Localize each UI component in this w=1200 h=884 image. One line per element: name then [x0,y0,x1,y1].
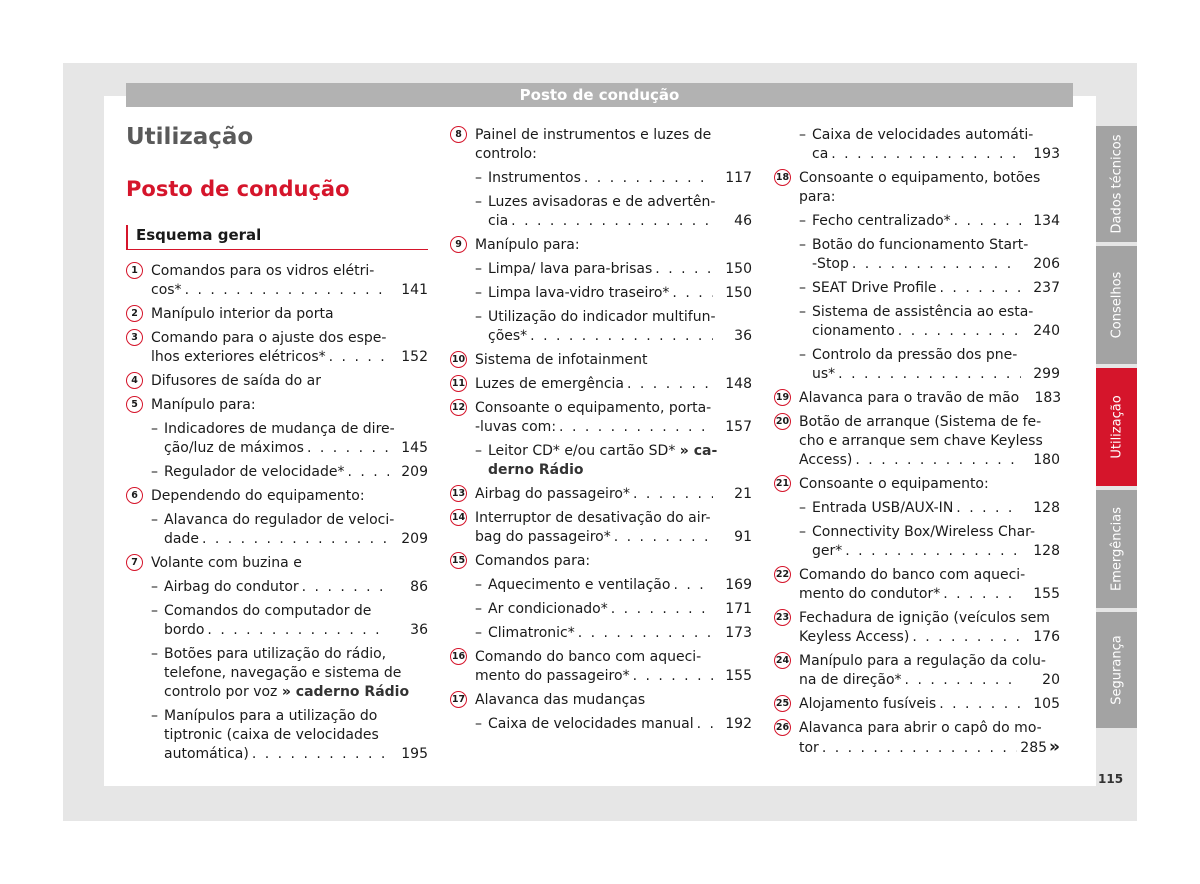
ref-arrow-icon: » [679,443,689,459]
number-badge: 14 [450,509,467,526]
dash: – [799,280,806,296]
number-badge: 10 [450,351,467,368]
cross-reference-link[interactable] [282,684,409,700]
ref-text: ca- [693,443,718,459]
item-text: Utilização do indicador multifun- [488,309,716,325]
item-text: telefone, navegação e sistema de [164,665,402,681]
sub-item [126,645,428,702]
item-text: ções* [488,328,528,344]
number-badge: 7 [126,554,143,571]
item-text: Comando do banco com aqueci- [799,567,1026,583]
item-text: tor [799,740,819,756]
page-ref[interactable]: 173 [725,625,752,641]
sub-item [126,463,428,482]
cross-reference-link[interactable] [680,443,717,459]
item-text: Difusores de saída do ar [151,373,322,389]
list-item [450,552,752,571]
list-item [126,396,428,415]
item-text: cia [488,213,509,229]
item-text: Indicadores de mudança de dire- [164,421,395,437]
dash: – [151,421,158,437]
sub-item [774,346,1060,384]
item-text: Connectivity Box/Wireless Char- [812,524,1036,540]
tab-seguranca[interactable]: Segurança [1096,612,1137,728]
running-header: Posto de condução [126,83,1073,107]
dash: – [799,304,806,320]
item-text: mento do passageiro* [475,668,630,684]
item-text: Manípulo para: [151,397,256,413]
page-ref[interactable]: 150 [725,285,752,301]
dash: – [151,464,158,480]
page-ref[interactable]: 20 [1042,672,1060,688]
item-text: Comandos para os vidros elétri- [151,263,375,279]
section-title: Posto de condução [126,177,350,201]
page-ref[interactable]: 152 [401,349,428,365]
dash: – [475,285,482,301]
page-ref[interactable]: 141 [401,282,428,298]
item-text: bag do passageiro* [475,529,611,545]
list-item [774,169,1060,207]
list-item [774,566,1060,604]
column-3 [774,126,1060,763]
item-text: automática) [164,746,249,762]
item-text: Keyless Access) [799,629,910,645]
continue-arrow-icon: » [1049,737,1060,757]
dash: – [799,524,806,540]
page-ref[interactable]: 150 [725,261,752,277]
ref-text: caderno Rádio [295,684,410,700]
item-text: Regulador de velocidade* [164,464,345,480]
page-ref[interactable]: 134 [1033,213,1060,229]
sub-item [774,212,1060,231]
sub-item [450,600,752,619]
page-ref-number: 285 [1020,740,1048,756]
page-ref[interactable]: 237 [1033,280,1060,296]
item-text: Botão de arranque (Sistema de fe- [799,414,1042,430]
item-text: Manípulos para a utilização do [164,708,378,724]
list-item [126,554,428,573]
item-text: para: [799,189,836,205]
column-2 [450,126,752,739]
item-text: Volante com buzina e [151,555,302,571]
item-text: Comandos do computador de [164,603,372,619]
number-badge: 17 [450,691,467,708]
sub-item [450,284,752,303]
item-text: ção/luz de máximos [164,440,304,456]
list-item [450,509,752,547]
list-item [774,413,1060,470]
item-text: Access) [799,452,853,468]
page-ref[interactable]: 117 [725,170,752,186]
item-text: Fecho centralizado* [812,213,951,229]
page-ref[interactable]: 209 [401,531,428,547]
number-badge: 1 [126,262,143,279]
dash: – [151,579,158,595]
item-text: Manípulo para a regulação da colu- [799,653,1046,669]
number-badge: 3 [126,329,143,346]
tab-dados-tecnicos[interactable]: Dados técnicos [1096,126,1137,242]
item-text: Comando do banco com aqueci- [475,649,702,665]
item-text: mento do condutor* [799,586,941,602]
tab-emergencias[interactable]: Emergências [1096,490,1137,608]
item-text: Sistema de infotainment [475,352,648,368]
number-badge: 15 [450,552,467,569]
item-text: Luzes de emergência [475,376,624,392]
list-item [450,375,752,394]
list-item [774,695,1060,714]
item-text: Ar condicionado* [488,601,608,617]
item-text: cionamento [812,323,895,339]
number-badge: 24 [774,652,791,669]
sub-item [450,169,752,188]
item-text: bordo [164,622,205,638]
number-badge: 25 [774,695,791,712]
number-badge: 8 [450,126,467,143]
sub-item [126,578,428,597]
item-text: Interruptor de desativação do air- [475,510,711,526]
item-text: ca [812,146,829,162]
number-badge: 2 [126,305,143,322]
page-number: 115 [1098,772,1124,786]
sub-item [126,420,428,458]
item-text: Botão do funcionamento Start- [812,237,1029,253]
sub-item [774,499,1060,518]
item-text: cho e arranque sem chave Keyless [799,433,1043,449]
dash: – [475,170,482,186]
number-badge: 16 [450,648,467,665]
sub-item [774,523,1060,561]
item-text: SEAT Drive Profile [812,280,937,296]
sub-item [450,442,752,480]
item-text: us* [812,366,836,382]
sub-item [774,126,1060,164]
item-text: Alojamento fusíveis [799,696,937,712]
item-text: Entrada USB/AUX-IN [812,500,954,516]
dash: – [475,577,482,593]
item-text: Controlo da pressão dos pne- [812,347,1018,363]
number-badge: 6 [126,487,143,504]
cross-reference-link[interactable]: derno Rádio [488,462,584,478]
item-text: cos* [151,282,182,298]
list-item [450,648,752,686]
list-item [774,719,1060,758]
list-item [126,372,428,391]
list-item [774,609,1060,647]
item-text: Aquecimento e ventilação [488,577,671,593]
tab-utilizacao[interactable]: Utilização [1096,368,1137,486]
number-badge: 22 [774,566,791,583]
dash: – [475,443,482,459]
item-text: dade [164,531,199,547]
item-text: Consoante o equipamento: [799,476,989,492]
item-text: Comandos para: [475,553,591,569]
number-badge: 13 [450,485,467,502]
sub-item [774,236,1060,274]
number-badge: 26 [774,719,791,736]
list-item [450,126,752,164]
page-ref[interactable]: 155 [1033,586,1060,602]
list-item [450,691,752,710]
page-ref[interactable]: 155 [725,668,752,684]
item-text: Instrumentos [488,170,581,186]
item-text: Climatronic* [488,625,575,641]
item-text: Consoante o equipamento, porta- [475,400,712,416]
dash: – [799,213,806,229]
item-text: -Stop [812,256,849,272]
dash: – [799,127,806,143]
page-ref[interactable]: 91 [734,529,752,545]
dash: – [475,261,482,277]
dash: – [151,512,158,528]
dash: – [475,625,482,641]
chapter-title: Utilização [126,124,254,150]
tab-conselhos[interactable]: Conselhos [1096,246,1137,364]
page-ref[interactable] [1020,738,1060,758]
sub-item [774,279,1060,298]
list-item [774,389,1060,408]
number-badge: 21 [774,475,791,492]
page-ref[interactable]: 128 [1033,543,1060,559]
list-item [450,485,752,504]
item-text: controlo: [475,146,537,162]
page-ref[interactable]: 21 [734,486,752,502]
item-text: controlo por voz [164,684,278,700]
item-text: Caixa de velocidades automáti- [812,127,1034,143]
dash: – [799,347,806,363]
item-text: tiptronic (caixa de velocidades [164,727,379,743]
item-text: Caixa de velocidades manual [488,716,694,732]
sub-item [450,193,752,231]
sub-item [450,576,752,595]
item-text: Manípulo interior da porta [151,306,334,322]
page-ref[interactable]: 176 [1033,629,1060,645]
item-text: Botões para utilização do rádio, [164,646,387,662]
dash: – [151,646,158,662]
page-ref[interactable]: 209 [401,464,428,480]
number-badge: 9 [450,236,467,253]
item-text: Airbag do passageiro* [475,486,630,502]
dash: – [475,194,482,210]
page-ref[interactable]: 36 [410,622,428,638]
dash: – [151,603,158,619]
list-item [774,652,1060,690]
list-item [126,487,428,506]
item-text: Fechadura de ignição (veículos sem [799,610,1050,626]
item-text: Sistema de assistência ao esta- [812,304,1034,320]
sub-item [126,602,428,640]
list-item [774,475,1060,494]
list-item [450,399,752,437]
subsection-heading: Esquema geral [126,225,428,250]
list-item [126,262,428,300]
list-item [126,329,428,367]
sub-item [126,707,428,764]
number-badge: 5 [126,396,143,413]
item-text: Limpa lava-vidro traseiro* [488,285,670,301]
page-ref[interactable]: 171 [725,601,752,617]
sub-item [450,715,752,734]
item-text: Luzes avisadoras e de advertên- [488,194,716,210]
page-ref[interactable]: 148 [725,376,752,392]
page-ref[interactable]: 128 [1033,500,1060,516]
ref-arrow-icon: » [281,684,291,700]
page-ref[interactable]: 193 [1033,146,1060,162]
list-item [450,351,752,370]
item-text: Alavanca para abrir o capô do mo- [799,720,1042,736]
item-text: ger* [812,543,843,559]
page-ref[interactable]: 192 [725,716,752,732]
page-ref[interactable]: 36 [734,328,752,344]
page-ref[interactable]: 240 [1033,323,1060,339]
dash: – [799,500,806,516]
item-text: Alavanca do regulador de veloci- [164,512,395,528]
item-text: Leitor CD* e/ou cartão SD* [488,443,676,459]
page-ref[interactable]: 46 [734,213,752,229]
page-ref[interactable]: 145 [401,440,428,456]
item-text: Limpa/ lava para-brisas [488,261,653,277]
dash: – [475,601,482,617]
list-item [126,305,428,324]
number-badge: 11 [450,375,467,392]
item-text: Comando para o ajuste dos espe- [151,330,387,346]
page-ref[interactable]: 86 [410,579,428,595]
sub-item [450,260,752,279]
number-badge: 20 [774,413,791,430]
sub-item [450,308,752,346]
item-text: Dependendo do equipamento: [151,488,365,504]
item-text: lhos exteriores elétricos* [151,349,326,365]
number-badge: 19 [774,389,791,406]
page-ref[interactable]: 195 [401,746,428,762]
page-ref[interactable]: 169 [725,577,752,593]
list-item [450,236,752,255]
number-badge: 12 [450,399,467,416]
sub-item [126,511,428,549]
sub-item [774,303,1060,341]
page-ref[interactable]: 180 [1033,452,1060,468]
item-text: Manípulo para: [475,237,580,253]
item-text: Airbag do condutor [164,579,299,595]
page-ref[interactable]: 299 [1033,366,1060,382]
number-badge: 4 [126,372,143,389]
item-text: -luvas com: [475,419,557,435]
page-ref[interactable]: 157 [725,419,752,435]
dash: – [475,716,482,732]
item-text: na de direção* [799,672,902,688]
number-badge: 18 [774,169,791,186]
page-ref[interactable]: 206 [1033,256,1060,272]
page-ref[interactable]: 183 [1034,390,1062,406]
item-text: Alavanca das mudanças [475,692,646,708]
item-text: Alavanca para o travão de mão [799,390,1020,406]
item-text: Painel de instrumentos e luzes de [475,127,712,143]
number-badge: 23 [774,609,791,626]
dash: – [151,708,158,724]
dash: – [799,237,806,253]
page-ref[interactable]: 105 [1033,696,1060,712]
item-text: Consoante o equipamento, botões [799,170,1041,186]
column-1 [126,262,428,769]
dash: – [475,309,482,325]
sub-item [450,624,752,643]
